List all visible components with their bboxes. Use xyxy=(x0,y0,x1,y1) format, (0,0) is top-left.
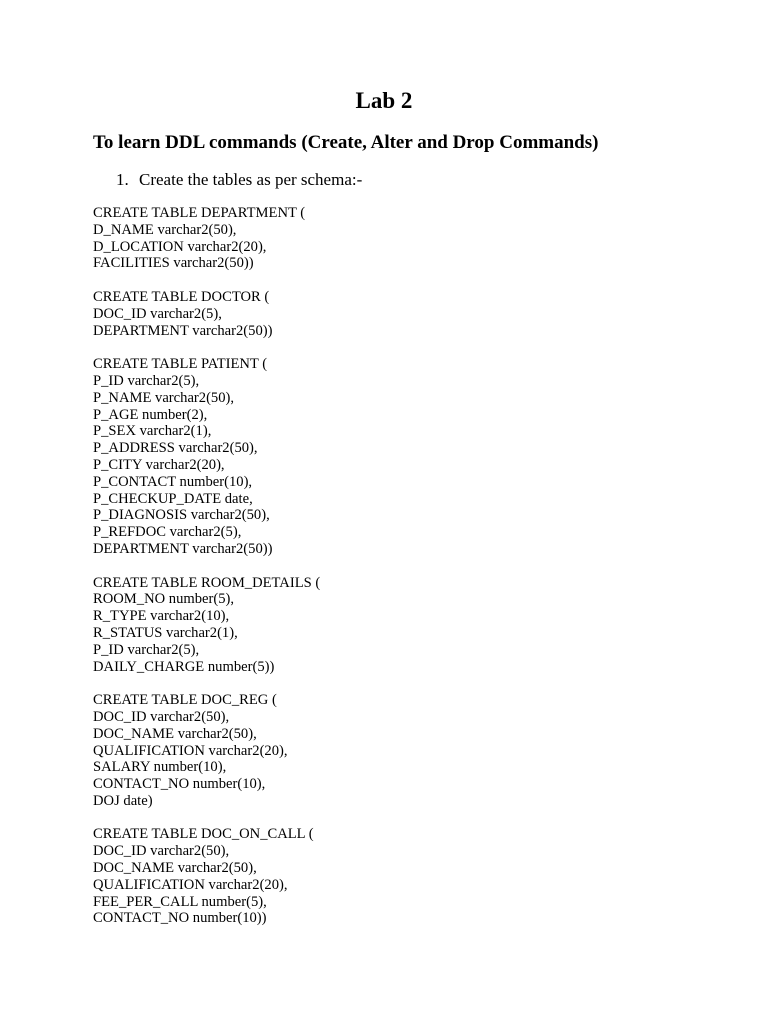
column-definition-line: DOC_NAME varchar2(50), xyxy=(93,860,257,877)
create-table-line: CREATE TABLE DOCTOR ( xyxy=(93,288,270,305)
document-subtitle: To learn DDL commands (Create, Alter and Drop Commands) xyxy=(93,132,599,153)
column-definition-line: R_TYPE varchar2(10), xyxy=(93,608,230,625)
sql-statement xyxy=(93,356,713,558)
column-definition-line: CONTACT_NO number(10), xyxy=(93,776,266,793)
column-definition-line: QUALIFICATION varchar2(20), xyxy=(93,876,288,893)
sql-statement xyxy=(93,289,713,339)
step-number: 1. xyxy=(116,170,129,189)
column-definition-line: R_STATUS varchar2(1), xyxy=(93,624,238,641)
column-definition-line: P_NAME varchar2(50), xyxy=(93,389,235,406)
column-definition-line: SALARY number(10), xyxy=(93,759,227,776)
column-definition-line: P_CHECKUP_DATE date, xyxy=(93,490,253,507)
column-definition-line: P_ADDRESS varchar2(50), xyxy=(93,440,258,457)
step-text: Create the tables as per schema:- xyxy=(139,170,363,189)
sql-statements xyxy=(93,205,713,944)
document-title: Lab 2 xyxy=(355,88,413,113)
column-definition-line: P_CONTACT number(10), xyxy=(93,473,253,490)
column-definition-line: FACILITIES varchar2(50)) xyxy=(93,255,254,272)
step-item xyxy=(116,169,362,191)
sql-statement xyxy=(93,575,713,676)
column-definition-line: P_ID varchar2(5), xyxy=(93,641,200,658)
create-table-line: CREATE TABLE PATIENT ( xyxy=(93,356,268,373)
column-definition-line: P_AGE number(2), xyxy=(93,406,208,423)
column-definition-line: DOJ date) xyxy=(93,792,153,809)
column-definition-line: P_REFDOC varchar2(5), xyxy=(93,524,242,541)
sql-statement xyxy=(93,692,713,810)
column-definition-line: D_NAME varchar2(50), xyxy=(93,221,237,238)
column-definition-line: DEPARTMENT varchar2(50)) xyxy=(93,322,273,339)
create-table-line: CREATE TABLE DEPARTMENT ( xyxy=(93,205,306,221)
column-definition-line: P_CITY varchar2(20), xyxy=(93,456,225,473)
column-definition-line: FEE_PER_CALL number(5), xyxy=(93,893,267,910)
column-definition-line: P_SEX varchar2(1), xyxy=(93,423,212,440)
column-definition-line: D_LOCATION varchar2(20), xyxy=(93,238,267,255)
column-definition-line: P_ID varchar2(5), xyxy=(93,372,200,389)
sql-statement xyxy=(93,826,713,927)
column-definition-line: P_DIAGNOSIS varchar2(50), xyxy=(93,507,270,524)
column-definition-line: DEPARTMENT varchar2(50)) xyxy=(93,540,273,557)
column-definition-line: DOC_ID varchar2(5), xyxy=(93,305,222,322)
create-table-line: CREATE TABLE DOC_REG ( xyxy=(93,692,277,709)
sql-statement xyxy=(93,205,713,272)
column-definition-line: CONTACT_NO number(10)) xyxy=(93,910,267,927)
column-definition-line: QUALIFICATION varchar2(20), xyxy=(93,742,288,759)
column-definition-line: DOC_ID varchar2(50), xyxy=(93,708,230,725)
column-definition-line: DOC_NAME varchar2(50), xyxy=(93,725,257,742)
column-definition-line: DAILY_CHARGE number(5)) xyxy=(93,658,275,675)
column-definition-line: DOC_ID varchar2(50), xyxy=(93,843,230,860)
create-table-line: CREATE TABLE DOC_ON_CALL ( xyxy=(93,826,314,843)
create-table-line: CREATE TABLE ROOM_DETAILS ( xyxy=(93,574,321,591)
column-definition-line: ROOM_NO number(5), xyxy=(93,591,235,608)
